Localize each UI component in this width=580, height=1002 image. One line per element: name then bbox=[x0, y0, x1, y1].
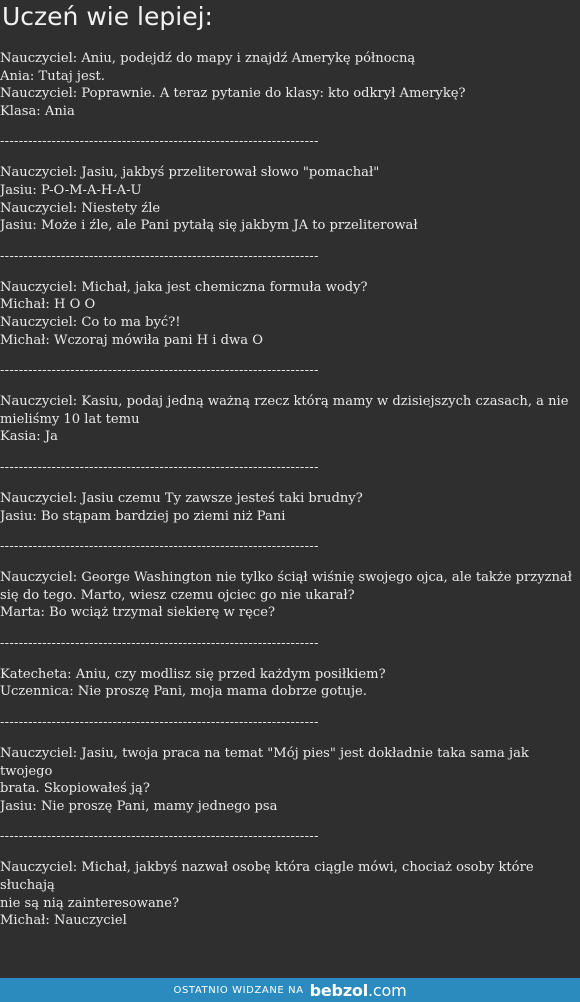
separator-line: -------------------------------------------------------------------- bbox=[0, 459, 319, 475]
dialogue-line: Nauczyciel: Jasiu czemu Ty zawsze jesteś taki brudny? bbox=[0, 490, 363, 506]
brand-logo[interactable] bbox=[310, 981, 407, 1000]
separator-line: -------------------------------------------------------------------- bbox=[0, 635, 319, 651]
dialogue-block bbox=[0, 490, 574, 525]
dialogue-block bbox=[0, 859, 574, 929]
separator-line: -------------------------------------------------------------------- bbox=[0, 829, 319, 845]
brand-tld: .com bbox=[368, 980, 407, 1000]
dialogue-line: Klasa: Ania bbox=[0, 103, 75, 119]
dialogue-block bbox=[0, 745, 574, 815]
dialogue-line: się do tego. Marto, wiesz czemu ojciec go nie ukarał? bbox=[0, 587, 355, 603]
dialogue-block bbox=[0, 393, 574, 446]
dialogue-line: Ania: Tutaj jest. bbox=[0, 68, 105, 84]
separator-line: -------------------------------------------------------------------- bbox=[0, 715, 319, 731]
dialogue-line: Marta: Bo wciąż trzymał siekierę w ręce? bbox=[0, 605, 276, 621]
separator-line: -------------------------------------------------------------------- bbox=[0, 248, 319, 264]
dialogue-block bbox=[0, 164, 574, 234]
dialogue-line: Nauczyciel: Michał, jakbyś nazwał osobę która ciągle mówi, chociaż osoby które słuchają bbox=[0, 860, 534, 894]
separator-line: -------------------------------------------------------------------- bbox=[0, 134, 319, 150]
dialogue-block bbox=[0, 666, 574, 701]
dialogue-line: Nauczyciel: Jasiu, jakbyś przeliterował słowo "pomachał" bbox=[0, 165, 380, 181]
dialogue-block bbox=[0, 50, 574, 120]
footer-caption: OSTATNIO WIDZANE NA bbox=[173, 984, 304, 996]
dialogue-line: Kasia: Ja bbox=[0, 429, 58, 445]
separator-line: -------------------------------------------------------------------- bbox=[0, 539, 319, 555]
dialogue-line: Katecheta: Aniu, czy modlisz się przed każdym posiłkiem? bbox=[0, 666, 386, 682]
separator-line: -------------------------------------------------------------------- bbox=[0, 363, 319, 379]
dialogue-line: Jasiu: Bo stąpam bardziej po ziemi niż Pani bbox=[0, 508, 286, 524]
dialogue-line: Nauczyciel: George Washington nie tylko ściął wiśnię swojego ojca, ale także przyznał bbox=[0, 570, 572, 586]
dialogue-line: Jasiu: P-O-M-A-H-A-U bbox=[0, 182, 142, 198]
dialogue-block bbox=[0, 569, 574, 622]
dialogue-line: Jasiu: Może i źle, ale Pani pytałą się jakbym JA to przeliterował bbox=[0, 218, 418, 234]
dialogue-line: Michał: Nauczyciel bbox=[0, 913, 127, 929]
dialogue-line: Nauczyciel: Michał, jaka jest chemiczna formuła wody? bbox=[0, 279, 368, 295]
dialogue-line: Nauczyciel: Poprawnie. A teraz pytanie do klasy: kto odkrył Amerykę? bbox=[0, 86, 466, 102]
dialogue-line: Nauczyciel: Co to ma być?! bbox=[0, 314, 181, 330]
dialogue-line: Nauczyciel: Jasiu, twoja praca na temat "Mój pies" jest dokładnie taka sama jak twojego bbox=[0, 746, 529, 779]
dialogue-line: Nauczyciel: Aniu, podejdź do mapy i znajdź Amerykę północną bbox=[0, 51, 416, 66]
dialogue-line: Uczennica: Nie proszę Pani, moja mama dobrze gotuje. bbox=[0, 684, 367, 700]
dialogue-line: mieliśmy 10 lat temu bbox=[0, 411, 140, 427]
dialogue-line: Michał: Wczoraj mówiła pani H i dwa O bbox=[0, 332, 263, 348]
dialogue-line: Jasiu: Nie proszę Pani, mamy jednego psa bbox=[0, 798, 278, 814]
dialogue-line: Nauczyciel: Niestety źle bbox=[0, 200, 161, 216]
dialogue-line: brata. Skopiowałeś ją? bbox=[0, 781, 150, 797]
dialogue-line: Michał: H O O bbox=[0, 297, 96, 313]
brand-name: bebzol bbox=[309, 980, 369, 1000]
dialogue-block bbox=[0, 279, 574, 349]
dialogue-line: nie są nią zainteresowane? bbox=[0, 895, 179, 911]
dialogue-list bbox=[0, 50, 574, 930]
page-title: Uczeń wie lepiej: bbox=[2, 2, 213, 31]
dialogue-line: Nauczyciel: Kasiu, podaj jedną ważną rzecz którą mamy w dzisiejszych czasach, a nie bbox=[0, 394, 569, 410]
watermark-footer[interactable] bbox=[0, 978, 580, 1002]
